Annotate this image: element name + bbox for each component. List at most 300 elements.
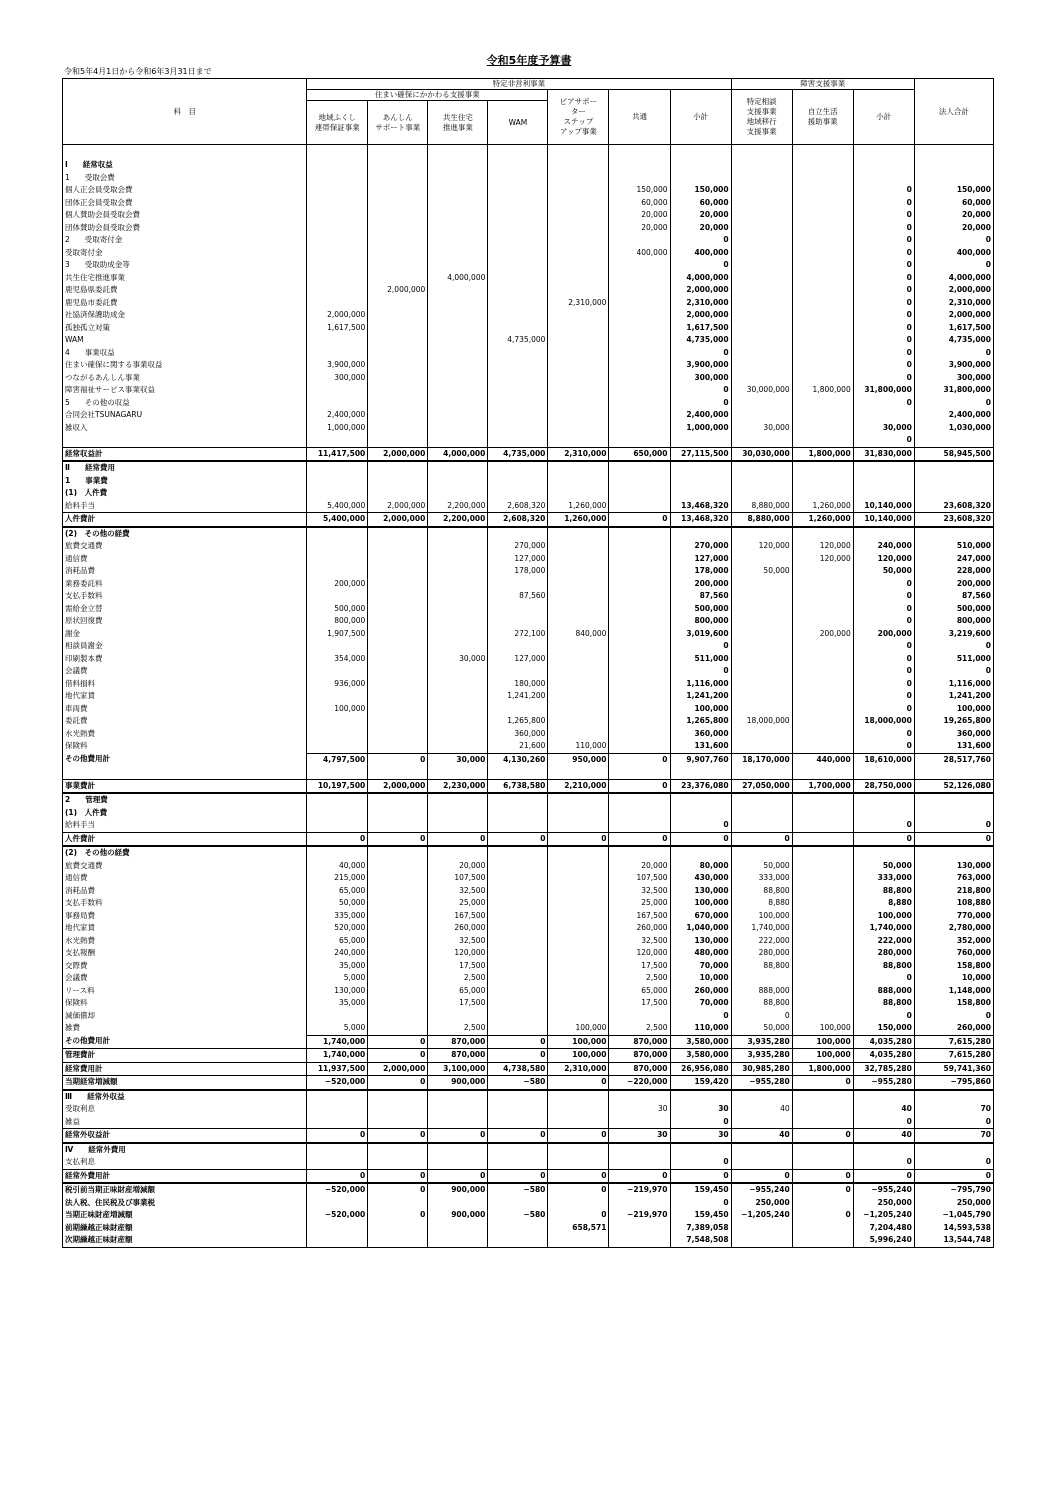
cell-value (548, 935, 609, 948)
cell-value (548, 540, 609, 553)
cell-value (792, 184, 853, 197)
cell-value (609, 766, 670, 779)
cell-value (307, 159, 368, 172)
cell-value (609, 615, 670, 628)
cell-value (609, 728, 670, 741)
cell-value (670, 434, 731, 447)
cell-value (368, 1197, 428, 1210)
table-row (63, 910, 994, 923)
cell-value (488, 935, 548, 948)
table-row (63, 434, 994, 447)
cell-value: 0 (853, 272, 914, 285)
cell-value: 0 (853, 972, 914, 985)
cell-value: 4,735,000 (914, 334, 993, 347)
cell-value (368, 703, 428, 716)
row-label: 1 受取会費 (63, 172, 307, 185)
cell-value (792, 434, 853, 447)
cell-value: 1,617,500 (307, 322, 368, 335)
cell-value: 2,000,000 (914, 284, 993, 297)
cell-value (609, 793, 670, 807)
cell-value: 0 (670, 397, 731, 410)
cell-value: 32,785,280 (853, 1062, 914, 1076)
row-label: Ⅱ 経常費用 (63, 461, 307, 475)
cell-value: 0 (368, 1076, 428, 1090)
row-label: 合同会社TSUNAGARU (63, 409, 307, 422)
table-row (63, 922, 994, 935)
cell-value: 23,608,320 (914, 500, 993, 513)
cell-value: 150,000 (670, 184, 731, 197)
cell-value: 127,000 (670, 553, 731, 566)
cell-value: 150,000 (609, 184, 670, 197)
cell-value: 0 (670, 384, 731, 397)
row-label: 社協済保護助成金 (63, 309, 307, 322)
cell-value: 32,500 (428, 935, 488, 948)
cell-value: 2,400,000 (307, 409, 368, 422)
cell-value (548, 1103, 609, 1116)
row-label: 事務局費 (63, 910, 307, 923)
cell-value: 100,000 (914, 703, 993, 716)
cell-value (914, 1090, 993, 1104)
cell-value (670, 1143, 731, 1157)
cell-value (368, 540, 428, 553)
cell-value: 100,000 (792, 1035, 853, 1049)
cell-value (368, 409, 428, 422)
cell-value: 50,000 (731, 1022, 792, 1035)
cell-value (731, 1222, 792, 1235)
cell-value (731, 434, 792, 447)
cell-value (428, 372, 488, 385)
table-row (63, 860, 994, 873)
cell-value: 3,935,280 (731, 1049, 792, 1063)
cell-value: 0 (428, 1169, 488, 1183)
cell-value (307, 527, 368, 541)
cell-value (488, 1116, 548, 1129)
cell-value (914, 793, 993, 807)
cell-value (307, 397, 368, 410)
table-row (63, 372, 994, 385)
cell-value (670, 846, 731, 860)
cell-value: 0 (368, 1129, 428, 1143)
cell-value (307, 1234, 368, 1247)
cell-value (670, 793, 731, 807)
row-label: 地代家賃 (63, 690, 307, 703)
cell-value: 260,000 (914, 1022, 993, 1035)
cell-value: 1,241,200 (670, 690, 731, 703)
cell-value: 8,880 (853, 897, 914, 910)
cell-value (731, 284, 792, 297)
cell-value: 800,000 (914, 615, 993, 628)
table-row (63, 1010, 994, 1023)
cell-value (428, 359, 488, 372)
cell-value: 100,000 (792, 1022, 853, 1035)
header-col-5: ピアサポー ター ステップ アップ事業 (548, 90, 609, 145)
table-row (63, 665, 994, 678)
cell-value: 0 (914, 832, 993, 846)
cell-value (307, 766, 368, 779)
cell-value (428, 145, 488, 160)
cell-value: 30 (609, 1129, 670, 1143)
cell-value: 0 (670, 347, 731, 360)
table-row (63, 247, 994, 260)
cell-value: −520,000 (307, 1183, 368, 1197)
cell-value (670, 159, 731, 172)
cell-value (731, 309, 792, 322)
cell-value: 30,985,280 (731, 1062, 792, 1076)
cell-value: 59,741,360 (914, 1062, 993, 1076)
cell-value: 250,000 (914, 1197, 993, 1210)
cell-value (792, 935, 853, 948)
cell-value: 100,000 (792, 1049, 853, 1063)
cell-value: 107,500 (609, 872, 670, 885)
cell-value (368, 487, 428, 500)
cell-value: 1,260,000 (548, 500, 609, 513)
cell-value: 360,000 (670, 728, 731, 741)
table-row (63, 145, 994, 160)
cell-value: 120,000 (609, 947, 670, 960)
cell-value (488, 603, 548, 616)
cell-value: 30,000 (428, 753, 488, 766)
cell-value (548, 653, 609, 666)
cell-value (368, 985, 428, 998)
table-row (63, 872, 994, 885)
cell-value: 2,310,000 (914, 297, 993, 310)
cell-value: 200,000 (670, 578, 731, 591)
header-col-10: 小計 (853, 90, 914, 145)
cell-value: 247,000 (914, 553, 993, 566)
cell-value (609, 640, 670, 653)
cell-value (548, 1090, 609, 1104)
cell-value: 150,000 (853, 1022, 914, 1035)
cell-value (307, 728, 368, 741)
cell-value: 3,900,000 (914, 359, 993, 372)
cell-value (792, 832, 853, 846)
cell-value: 11,417,500 (307, 447, 368, 461)
cell-value (428, 740, 488, 753)
cell-value (488, 247, 548, 260)
cell-value (731, 372, 792, 385)
cell-value: 2,310,000 (548, 297, 609, 310)
cell-value (548, 234, 609, 247)
table-row (63, 272, 994, 285)
cell-value: 1,740,000 (307, 1049, 368, 1063)
cell-value (548, 615, 609, 628)
cell-value (368, 846, 428, 860)
cell-value (548, 960, 609, 973)
cell-value (307, 565, 368, 578)
cell-value (548, 793, 609, 807)
cell-value: 0 (548, 1183, 609, 1197)
cell-value: 0 (853, 234, 914, 247)
cell-value: 0 (368, 1183, 428, 1197)
cell-value (368, 184, 428, 197)
cell-value (548, 703, 609, 716)
row-label: (2) その他の経費 (63, 846, 307, 860)
cell-value: 80,000 (670, 860, 731, 873)
cell-value (428, 540, 488, 553)
cell-value (307, 172, 368, 185)
cell-value: 100,000 (731, 910, 792, 923)
cell-value (548, 678, 609, 691)
cell-value (368, 209, 428, 222)
cell-value: 2,608,320 (488, 500, 548, 513)
cell-value: 200,000 (914, 578, 993, 591)
cell-value: 87,560 (670, 590, 731, 603)
cell-value: 7,548,508 (670, 1234, 731, 1247)
row-label (63, 434, 307, 447)
cell-value (368, 222, 428, 235)
cell-value (609, 284, 670, 297)
row-label: 交際費 (63, 960, 307, 973)
cell-value (548, 222, 609, 235)
cell-value (548, 565, 609, 578)
cell-value (368, 740, 428, 753)
cell-value (307, 1143, 368, 1157)
cell-value: 3,580,000 (670, 1035, 731, 1049)
table-row (63, 1183, 994, 1197)
cell-value (488, 1156, 548, 1169)
cell-value (307, 222, 368, 235)
cell-value: 30 (670, 1103, 731, 1116)
cell-value (609, 653, 670, 666)
cell-value: 0 (488, 1129, 548, 1143)
table-row (63, 222, 994, 235)
cell-value: 70 (914, 1129, 993, 1143)
cell-value (609, 309, 670, 322)
cell-value (368, 322, 428, 335)
cell-value (307, 690, 368, 703)
cell-value: 335,000 (307, 910, 368, 923)
cell-value: 150,000 (914, 184, 993, 197)
cell-value (731, 334, 792, 347)
cell-value (731, 359, 792, 372)
cell-value: 0 (914, 234, 993, 247)
cell-value: 800,000 (670, 615, 731, 628)
cell-value (488, 422, 548, 435)
cell-value (609, 372, 670, 385)
cell-value (368, 359, 428, 372)
row-label (63, 145, 307, 160)
cell-value: 4,130,260 (488, 753, 548, 766)
cell-value: −580 (488, 1209, 548, 1222)
cell-value (792, 209, 853, 222)
cell-value: 0 (853, 578, 914, 591)
cell-value: 222,000 (853, 935, 914, 948)
cell-value (307, 1116, 368, 1129)
cell-value (670, 527, 731, 541)
row-label: 経常外収益計 (63, 1129, 307, 1143)
row-label: 消耗品費 (63, 885, 307, 898)
cell-value: 88,800 (731, 997, 792, 1010)
cell-value (307, 819, 368, 832)
cell-value (853, 487, 914, 500)
row-label: 2 管理費 (63, 793, 307, 807)
cell-value (792, 272, 853, 285)
cell-value: 400,000 (914, 247, 993, 260)
cell-value (731, 475, 792, 488)
cell-value (428, 578, 488, 591)
row-label: Ⅲ 経常外収益 (63, 1090, 307, 1104)
cell-value (307, 640, 368, 653)
cell-value: 0 (853, 603, 914, 616)
cell-value (548, 897, 609, 910)
cell-value (792, 1234, 853, 1247)
cell-value: 20,000 (914, 209, 993, 222)
table-row (63, 1022, 994, 1035)
cell-value (609, 1156, 670, 1169)
header-col-1: 地域ふくし 連帯保証事業 (307, 101, 368, 145)
cell-value (368, 766, 428, 779)
cell-value: 167,500 (428, 910, 488, 923)
cell-value: 0 (853, 309, 914, 322)
row-label: 共生住宅推進事業 (63, 272, 307, 285)
cell-value: 250,000 (731, 1197, 792, 1210)
cell-value (488, 197, 548, 210)
cell-value (368, 910, 428, 923)
cell-value (731, 409, 792, 422)
table-row (63, 1076, 994, 1090)
cell-value: 500,000 (914, 603, 993, 616)
cell-value: 0 (428, 1129, 488, 1143)
cell-value (488, 1103, 548, 1116)
cell-value: 0 (914, 640, 993, 653)
cell-value: 35,000 (307, 960, 368, 973)
cell-value (548, 159, 609, 172)
cell-value (428, 347, 488, 360)
cell-value: 0 (307, 1129, 368, 1143)
cell-value: 0 (792, 1209, 853, 1222)
cell-value: 2,500 (428, 972, 488, 985)
cell-value (368, 640, 428, 653)
cell-value: 360,000 (914, 728, 993, 741)
cell-value (488, 487, 548, 500)
cell-value (792, 960, 853, 973)
table-row (63, 897, 994, 910)
cell-value (368, 434, 428, 447)
row-label: 会議費 (63, 665, 307, 678)
row-label: 受取寄付金 (63, 247, 307, 260)
cell-value: 5,996,240 (853, 1234, 914, 1247)
row-label: 支払手数料 (63, 897, 307, 910)
cell-value: 40 (853, 1103, 914, 1116)
cell-value: −955,240 (853, 1183, 914, 1197)
cell-value (368, 935, 428, 948)
cell-value (609, 1116, 670, 1129)
cell-value (609, 384, 670, 397)
cell-value (428, 565, 488, 578)
cell-value (548, 910, 609, 923)
cell-value: 0 (853, 703, 914, 716)
cell-value (307, 846, 368, 860)
cell-value (792, 985, 853, 998)
cell-value: 88,800 (853, 997, 914, 1010)
header-col-6: 共通 (609, 90, 670, 145)
cell-value: 870,000 (428, 1049, 488, 1063)
cell-value: 120,000 (731, 540, 792, 553)
cell-value: 1,907,500 (307, 628, 368, 641)
cell-value: 3,219,600 (914, 628, 993, 641)
cell-value: 0 (670, 1010, 731, 1023)
cell-value: 280,000 (731, 947, 792, 960)
cell-value: 0 (853, 1010, 914, 1023)
cell-value: 228,000 (914, 565, 993, 578)
cell-value (368, 715, 428, 728)
row-label: 当期経常増減額 (63, 1076, 307, 1090)
cell-value: 870,000 (609, 1062, 670, 1076)
cell-value: 1,000,000 (670, 422, 731, 435)
cell-value: 0 (792, 1076, 853, 1090)
cell-value: 870,000 (428, 1035, 488, 1049)
cell-value: 100,000 (670, 703, 731, 716)
cell-value (548, 1156, 609, 1169)
cell-value: 0 (853, 690, 914, 703)
cell-value: 20,000 (914, 222, 993, 235)
cell-value: 0 (853, 653, 914, 666)
cell-value: 200,000 (307, 578, 368, 591)
cell-value (548, 665, 609, 678)
cell-value (488, 615, 548, 628)
cell-value: 25,000 (609, 897, 670, 910)
cell-value: 30,000 (853, 422, 914, 435)
cell-value (548, 209, 609, 222)
cell-value (368, 590, 428, 603)
cell-value: 0 (548, 832, 609, 846)
cell-value (609, 1234, 670, 1247)
row-label: Ⅳ 経常外費用 (63, 1143, 307, 1157)
cell-value: 0 (853, 819, 914, 832)
table-row (63, 960, 994, 973)
cell-value: 1,265,800 (670, 715, 731, 728)
cell-value: 7,615,280 (914, 1035, 993, 1049)
cell-value: 0 (853, 397, 914, 410)
cell-value (792, 715, 853, 728)
cell-value (428, 384, 488, 397)
cell-value: 760,000 (914, 947, 993, 960)
cell-value (792, 578, 853, 591)
cell-value (307, 272, 368, 285)
cell-value (731, 690, 792, 703)
table-row (63, 422, 994, 435)
cell-value: 1,260,000 (792, 500, 853, 513)
cell-value: 400,000 (670, 247, 731, 260)
cell-value: 354,000 (307, 653, 368, 666)
cell-value: 4,735,000 (488, 334, 548, 347)
table-row (63, 513, 994, 527)
cell-value (792, 766, 853, 779)
cell-value: 87,560 (488, 590, 548, 603)
cell-value (731, 1090, 792, 1104)
cell-value: 0 (368, 1049, 428, 1063)
cell-value (731, 703, 792, 716)
cell-value: 0 (368, 1169, 428, 1183)
cell-value (548, 487, 609, 500)
cell-value (792, 334, 853, 347)
cell-value: 2,000,000 (368, 779, 428, 793)
cell-value: 60,000 (609, 197, 670, 210)
cell-value (428, 322, 488, 335)
cell-value: 2,200,000 (428, 500, 488, 513)
cell-value: 110,000 (548, 740, 609, 753)
cell-value: 0 (914, 665, 993, 678)
cell-value (548, 603, 609, 616)
cell-value: −219,970 (609, 1183, 670, 1197)
cell-value: 70,000 (670, 960, 731, 973)
row-label: 経常収益計 (63, 447, 307, 461)
cell-value (488, 1143, 548, 1157)
cell-value: 8,880 (731, 897, 792, 910)
cell-value: −520,000 (307, 1209, 368, 1222)
table-row (63, 500, 994, 513)
row-label: 保険料 (63, 740, 307, 753)
